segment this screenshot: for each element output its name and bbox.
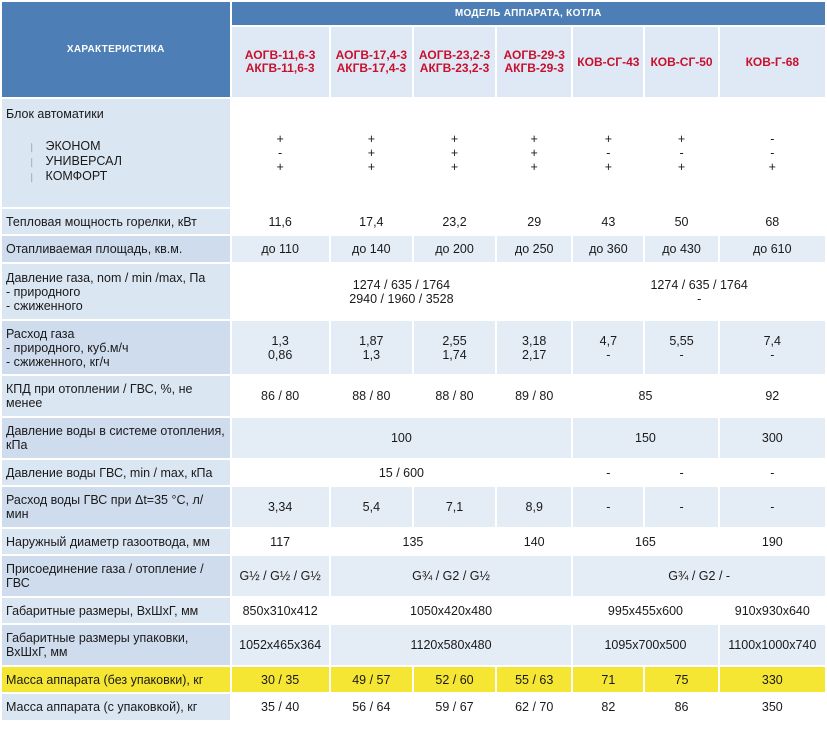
automation-cell: - - +: [720, 99, 825, 207]
cell: 86 / 80: [232, 376, 329, 416]
cell: 88 / 80: [414, 376, 495, 416]
automation-label: Блок автоматики ❘ ЭКОНОМ ❘ УНИВЕРСАЛ ❘ КОМФОРТ: [2, 99, 230, 207]
cell: 89 / 80: [497, 376, 571, 416]
cell: 75: [645, 667, 717, 692]
pack-dims-row: [2, 625, 825, 665]
cell: до 200: [414, 236, 495, 262]
dhw-pressure-row: [2, 460, 825, 485]
row-label: Масса аппарата (без упаковки), кг: [2, 667, 230, 692]
cell: до 610: [720, 236, 825, 262]
cell: -: [720, 460, 825, 485]
cell: 1,87 1,3: [331, 321, 412, 374]
cell: 82: [573, 694, 643, 720]
cell: 30 / 35: [232, 667, 329, 692]
automation-item: УНИВЕРСАЛ: [45, 154, 122, 168]
cell: 1,3 0,86: [232, 321, 329, 374]
model-header: АОГВ-11,6-3 АКГВ-11,6-3: [232, 27, 329, 97]
gas-pressure-row: [2, 264, 825, 319]
cell: 350: [720, 694, 825, 720]
cell: 1052х465х364: [232, 625, 329, 665]
cell: 43: [573, 209, 643, 234]
cell: до 140: [331, 236, 412, 262]
cell: 1050х420х480: [331, 598, 572, 623]
cell: 4,7 -: [573, 321, 643, 374]
cell: -: [645, 460, 717, 485]
model-header: КОВ-Г-68: [720, 27, 825, 97]
row-label: Присоединение газа / отопление / ГВС: [2, 556, 230, 596]
cell: -: [645, 487, 717, 527]
model-header: КОВ-СГ-43: [573, 27, 643, 97]
cell: 29: [497, 209, 571, 234]
cell: 49 / 57: [331, 667, 412, 692]
cell: 1274 / 635 / 1764 -: [573, 264, 825, 319]
gas-flow-row: [2, 321, 825, 374]
cell: 850х310х412: [232, 598, 329, 623]
automation-item: ЭКОНОМ: [45, 139, 101, 153]
cell: 11,6: [232, 209, 329, 234]
cell: -: [573, 487, 643, 527]
cell: 35 / 40: [232, 694, 329, 720]
cell: 15 / 600: [232, 460, 572, 485]
row-label: Давление газа, nom / min /max, Па - природного - сжиженного: [2, 264, 230, 319]
cell: до 430: [645, 236, 717, 262]
row-label: Расход воды ГВС при Δt=35 °С, л/мин: [2, 487, 230, 527]
cell: 8,9: [497, 487, 571, 527]
row-label: КПД при отоплении / ГВС, %, не менее: [2, 376, 230, 416]
model-group-header: МОДЕЛЬ АППАРАТА, КОТЛА: [232, 2, 825, 25]
cell: 5,55 -: [645, 321, 717, 374]
flue-row: [2, 529, 825, 554]
cell: 5,4: [331, 487, 412, 527]
cell: 165: [573, 529, 717, 554]
cell: до 110: [232, 236, 329, 262]
characteristic-header: ХАРАКТЕРИСТИКА: [2, 2, 230, 97]
model-header: АОГВ-29-3 АКГВ-29-3: [497, 27, 571, 97]
automation-cell: + - +: [645, 99, 717, 207]
cell: 3,18 2,17: [497, 321, 571, 374]
row-label: Отапливаемая площадь, кв.м.: [2, 236, 230, 262]
cell: 88 / 80: [331, 376, 412, 416]
cell: 3,34: [232, 487, 329, 527]
cell: до 360: [573, 236, 643, 262]
power-row: [2, 209, 825, 234]
cell: 71: [573, 667, 643, 692]
automation-cell: + + +: [414, 99, 495, 207]
cell: 1095х700х500: [573, 625, 717, 665]
area-row: [2, 236, 825, 262]
row-label: Наружный диаметр газоотвода, мм: [2, 529, 230, 554]
cell: 330: [720, 667, 825, 692]
automation-item: КОМФОРТ: [45, 169, 108, 183]
automation-cell: + + +: [497, 99, 571, 207]
row-label: Давление воды в системе отопления, кПа: [2, 418, 230, 458]
cell: 910х930х640: [720, 598, 825, 623]
cell: 50: [645, 209, 717, 234]
automation-cell: + + +: [331, 99, 412, 207]
cell: 300: [720, 418, 825, 458]
efficiency-row: [2, 376, 825, 416]
cell: 68: [720, 209, 825, 234]
cell: до 250: [497, 236, 571, 262]
cell: 150: [573, 418, 717, 458]
cell: 117: [232, 529, 329, 554]
automation-title: Блок автоматики: [6, 107, 104, 121]
water-pressure-row: [2, 418, 825, 458]
dhw-flow-row: [2, 487, 825, 527]
row-label: Тепловая мощность горелки, кВт: [2, 209, 230, 234]
row-label: Габаритные размеры, ВхШхГ, мм: [2, 598, 230, 623]
cell: 52 / 60: [414, 667, 495, 692]
cell: G¾ / G2 / G½: [331, 556, 572, 596]
cell: 1274 / 635 / 1764 2940 / 1960 / 3528: [232, 264, 572, 319]
row-label: Габаритные размеры упаковки, ВхШхГ, мм: [2, 625, 230, 665]
row-label: Расход газа - природного, куб.м/ч - сжиженного, кг/ч: [2, 321, 230, 374]
connection-row: [2, 556, 825, 596]
cell: 55 / 63: [497, 667, 571, 692]
cell: 2,55 1,74: [414, 321, 495, 374]
cell: 995х455х600: [573, 598, 717, 623]
cell: 92: [720, 376, 825, 416]
automation-row: [2, 99, 825, 207]
automation-cell: + - +: [573, 99, 643, 207]
cell: 85: [573, 376, 717, 416]
cell: G¾ / G2 / -: [573, 556, 825, 596]
cell: G½ / G½ / G½: [232, 556, 329, 596]
cell: 56 / 64: [331, 694, 412, 720]
model-header: АОГВ-17,4-3 АКГВ-17,4-3: [331, 27, 412, 97]
cell: 100: [232, 418, 572, 458]
row-label: Давление воды ГВС, min / max, кПа: [2, 460, 230, 485]
cell: 7,4 -: [720, 321, 825, 374]
model-header: КОВ-СГ-50: [645, 27, 717, 97]
cell: -: [720, 487, 825, 527]
cell: 62 / 70: [497, 694, 571, 720]
mass-row: [2, 667, 825, 692]
cell: -: [573, 460, 643, 485]
cell: 140: [497, 529, 571, 554]
cell: 190: [720, 529, 825, 554]
cell: 7,1: [414, 487, 495, 527]
mass-pack-row: [2, 694, 825, 720]
cell: 59 / 67: [414, 694, 495, 720]
model-header: АОГВ-23,2-3 АКГВ-23,2-3: [414, 27, 495, 97]
row-label: Масса аппарата (с упаковкой), кг: [2, 694, 230, 720]
cell: 135: [331, 529, 495, 554]
cell: 86: [645, 694, 717, 720]
cell: 1120х580х480: [331, 625, 572, 665]
cell: 23,2: [414, 209, 495, 234]
cell: 17,4: [331, 209, 412, 234]
cell: 1100х1000х740: [720, 625, 825, 665]
automation-cell: + - +: [232, 99, 329, 207]
dims-row: [2, 598, 825, 623]
